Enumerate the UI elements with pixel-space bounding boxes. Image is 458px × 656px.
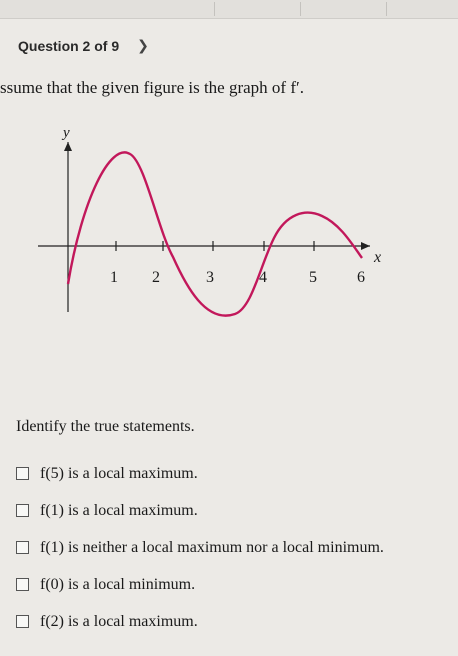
question-nav — [18, 36, 149, 56]
option-f1-neither[interactable] — [16, 529, 384, 566]
checkbox[interactable] — [16, 504, 29, 517]
y-axis-label: y — [63, 125, 70, 141]
derivative-graph — [30, 120, 390, 320]
option-label: f(0) is a local minimum. — [40, 575, 196, 593]
option-label: f(1) is a local maximum. — [40, 501, 198, 519]
y-axis-arrow — [64, 142, 72, 151]
question-prompt: ssume that the given figure is the graph of f′. — [0, 78, 304, 97]
answer-options — [16, 455, 384, 640]
chevron-right-icon[interactable]: ❯ — [137, 38, 149, 54]
option-f5-local-max[interactable] — [16, 455, 384, 492]
checkbox[interactable] — [16, 578, 29, 591]
option-label: f(5) is a local maximum. — [40, 464, 198, 482]
instruction-text: Identify the true statements. — [16, 418, 195, 435]
tick-label: 6 — [357, 269, 365, 286]
toolbar-divider — [300, 2, 301, 16]
derivative-curve — [68, 152, 362, 315]
checkbox[interactable] — [16, 541, 29, 554]
option-label: f(2) is a local maximum. — [40, 612, 198, 630]
checkbox[interactable] — [16, 467, 29, 480]
top-toolbar — [0, 0, 458, 19]
tick-label: 3 — [206, 269, 214, 286]
tick-label: 4 — [259, 269, 267, 286]
toolbar-divider — [214, 2, 215, 16]
x-axis-arrow — [361, 242, 370, 250]
question-counter: Question 2 of 9 — [18, 38, 120, 54]
toolbar-divider — [386, 2, 387, 16]
option-f0-local-min[interactable] — [16, 566, 384, 603]
x-axis-label: x — [374, 249, 382, 266]
option-f2-local-max[interactable] — [16, 603, 384, 640]
tick-label: 5 — [309, 269, 317, 286]
tick-label: 2 — [152, 269, 160, 286]
tick-label: 1 — [110, 269, 118, 286]
checkbox[interactable] — [16, 615, 29, 628]
option-label: f(1) is neither a local maximum nor a local minimum. — [40, 538, 384, 556]
option-f1-local-max[interactable] — [16, 492, 384, 529]
